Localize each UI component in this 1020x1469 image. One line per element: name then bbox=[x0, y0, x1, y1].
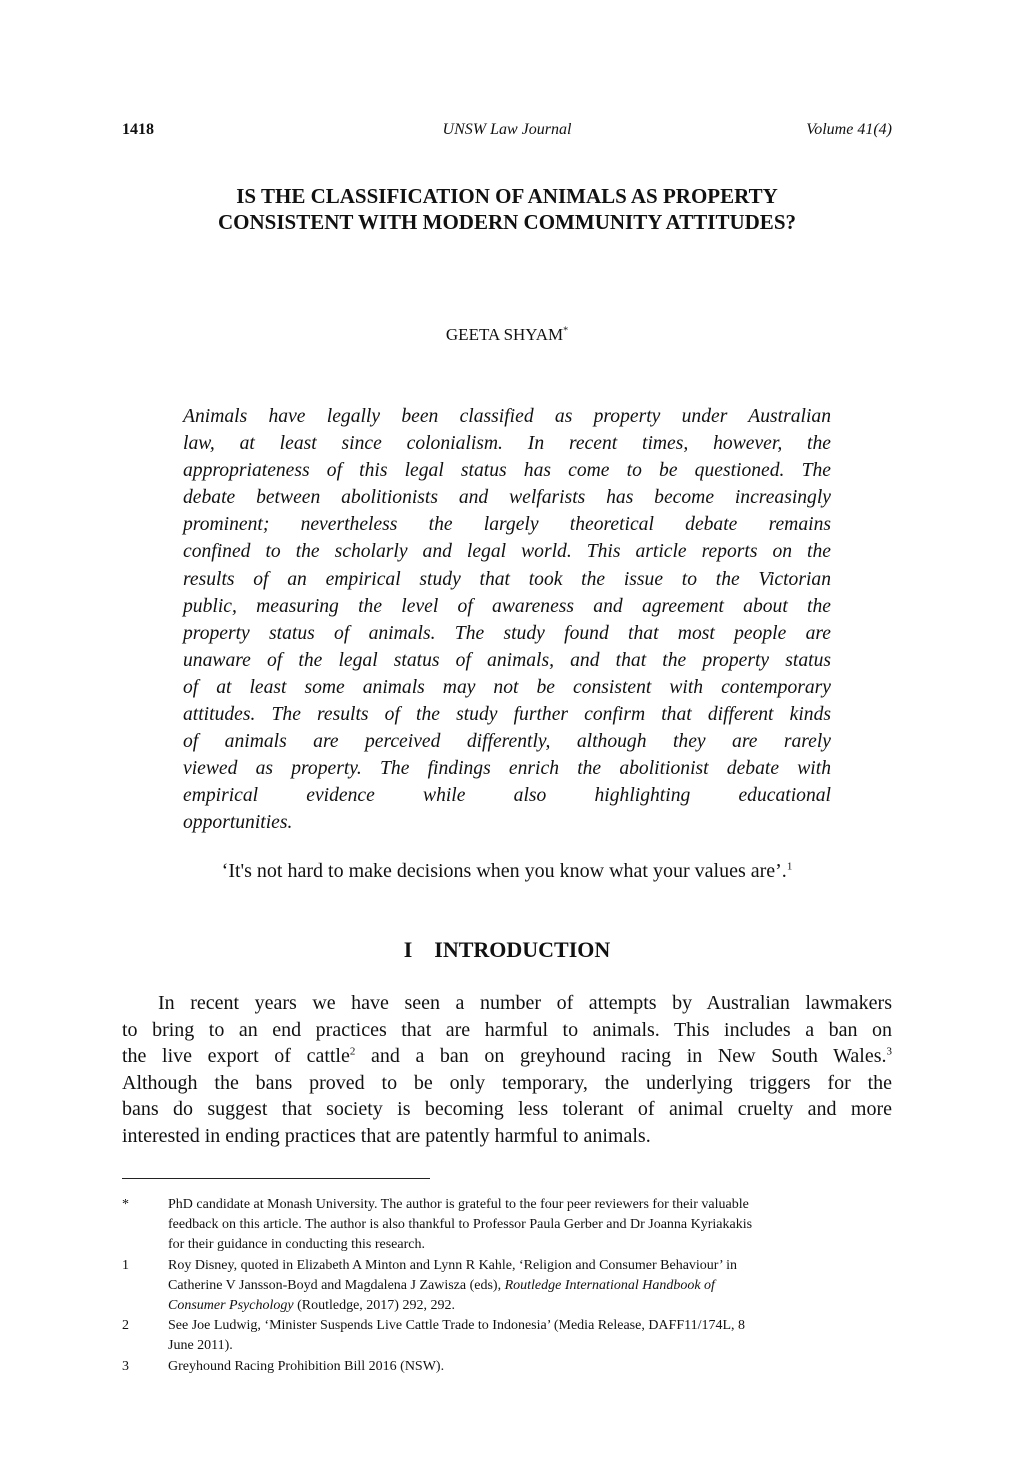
footnote-line: Greyhound Racing Prohibition Bill 2016 (NSW). bbox=[168, 1358, 445, 1374]
footnote-ref-1[interactable]: 1 bbox=[786, 860, 793, 873]
abstract-line: of animals are perceived differently, although they are rarely bbox=[183, 731, 831, 753]
author-byline bbox=[122, 325, 892, 345]
abstract-line: public, measuring the level of awareness and agreement about the bbox=[183, 595, 831, 617]
author-note-mark[interactable]: * bbox=[563, 325, 569, 337]
footnote-mark: 2 bbox=[122, 1318, 129, 1334]
footnote-line bbox=[168, 1296, 892, 1316]
body-line: to bring to an end practices that are harmful to animals. This includes a ban on bbox=[122, 1018, 892, 1041]
epigraph-text: ‘It's not hard to make decisions when you know what your values are’. bbox=[221, 860, 787, 882]
footnote-3 bbox=[122, 1357, 892, 1377]
abstract-line: law, at least since colonialism. In recent times, however, the bbox=[183, 433, 831, 455]
journal-name: UNSW Law Journal bbox=[442, 121, 572, 138]
running-header bbox=[122, 121, 892, 145]
footnote-ref-2[interactable]: 2 bbox=[349, 1045, 356, 1058]
footnote-line: See Joe Ludwig, ‘Minister Suspends Live Cattle Trade to Indonesia’ (Media Release, DAFF11/174L, 8 bbox=[168, 1318, 746, 1334]
abstract-line: empirical evidence while also highlighting educational bbox=[183, 785, 831, 807]
footnote-1 bbox=[122, 1256, 892, 1317]
abstract-line: opportunities. bbox=[183, 812, 293, 834]
body-line-part: and a ban on greyhound racing in New South Wales. bbox=[355, 1045, 887, 1068]
body-line: Although the bans proved to be only temporary, the underlying triggers for the bbox=[122, 1071, 892, 1094]
abstract-line: debate between abolitionists and welfarists has become increasingly bbox=[183, 487, 831, 509]
body-paragraph bbox=[122, 990, 892, 1150]
book-title: Routledge International Handbook of bbox=[504, 1277, 715, 1293]
footnote-mark: * bbox=[122, 1197, 129, 1212]
author-name: GEETA SHYAM bbox=[445, 325, 564, 344]
title-line-1: IS THE CLASSIFICATION OF ANIMALS AS PROPERTY bbox=[236, 184, 778, 208]
abstract-line: confined to the scholarly and legal world. This article reports on the bbox=[183, 541, 831, 563]
footnote-line bbox=[168, 1276, 892, 1296]
footnote-2 bbox=[122, 1316, 892, 1356]
article-title bbox=[122, 183, 892, 235]
footnote-line: for their guidance in conducting this research. bbox=[168, 1237, 425, 1253]
abstract-line: appropriateness of this legal status has come to be questioned. The bbox=[183, 460, 831, 482]
section-number: I bbox=[403, 937, 413, 962]
body-line: bans do suggest that society is becoming less tolerant of animal cruelty and more bbox=[122, 1098, 892, 1121]
body-line bbox=[122, 1043, 892, 1070]
abstract-line: results of an empirical study that took the issue to the Victorian bbox=[183, 568, 831, 590]
footnote-text: (Routledge, 2017) 292, 292. bbox=[293, 1297, 455, 1313]
footnote-text: Catherine V Jansson-Boyd and Magdalena J Zawisza (eds), bbox=[168, 1277, 505, 1293]
title-line-2: CONSISTENT WITH MODERN COMMUNITY ATTITUDES? bbox=[218, 210, 796, 234]
abstract-line: Animals have legally been classified as property under Australian bbox=[183, 406, 831, 427]
footnotes bbox=[122, 1195, 892, 1377]
footnote-ref-3[interactable]: 3 bbox=[886, 1045, 892, 1058]
abstract-line: attitudes. The results of the study further confirm that different kinds bbox=[183, 704, 831, 726]
volume-label: Volume 41(4) bbox=[806, 121, 892, 138]
footnote-mark: 3 bbox=[122, 1358, 129, 1374]
abstract-line: property status of animals. The study found that most people are bbox=[183, 622, 831, 644]
footnote-line: feedback on this article. The author is also thankful to Professor Paula Gerber and Dr Joanna Kyriakakis bbox=[168, 1217, 753, 1233]
epigraph-quote bbox=[122, 860, 892, 883]
body-line: interested in ending practices that are patently harmful to animals. bbox=[122, 1124, 651, 1147]
footnote-mark: 1 bbox=[122, 1257, 129, 1273]
book-title: Consumer Psychology bbox=[168, 1297, 294, 1313]
body-line: In recent years we have seen a number of attempts by Australian lawmakers bbox=[158, 992, 892, 1014]
abstract-line: of at least some animals may not be consistent with contemporary bbox=[183, 676, 831, 698]
abstract-line: unaware of the legal status of animals, and that the property status bbox=[183, 649, 831, 671]
footnote-line: PhD candidate at Monash University. The author is grateful to the four peer reviewers for their valuable bbox=[168, 1197, 749, 1212]
abstract-line: prominent; nevertheless the largely theoretical debate remains bbox=[183, 514, 831, 536]
footnote-divider bbox=[122, 1178, 430, 1179]
abstract bbox=[183, 403, 831, 837]
page-number: 1418 bbox=[122, 121, 154, 138]
footnote-line: Roy Disney, quoted in Elizabeth A Minton and Lynn R Kahle, ‘Religion and Consumer Behaviour’ in bbox=[168, 1257, 737, 1273]
footnote-star bbox=[122, 1195, 892, 1256]
section-heading bbox=[122, 937, 892, 963]
body-line-part: the live export of cattle bbox=[122, 1045, 350, 1068]
section-title: INTRODUCTION bbox=[434, 937, 611, 962]
footnote-line: June 2011). bbox=[168, 1338, 233, 1354]
abstract-line: viewed as property. The findings enrich the abolitionist debate with bbox=[183, 758, 831, 780]
